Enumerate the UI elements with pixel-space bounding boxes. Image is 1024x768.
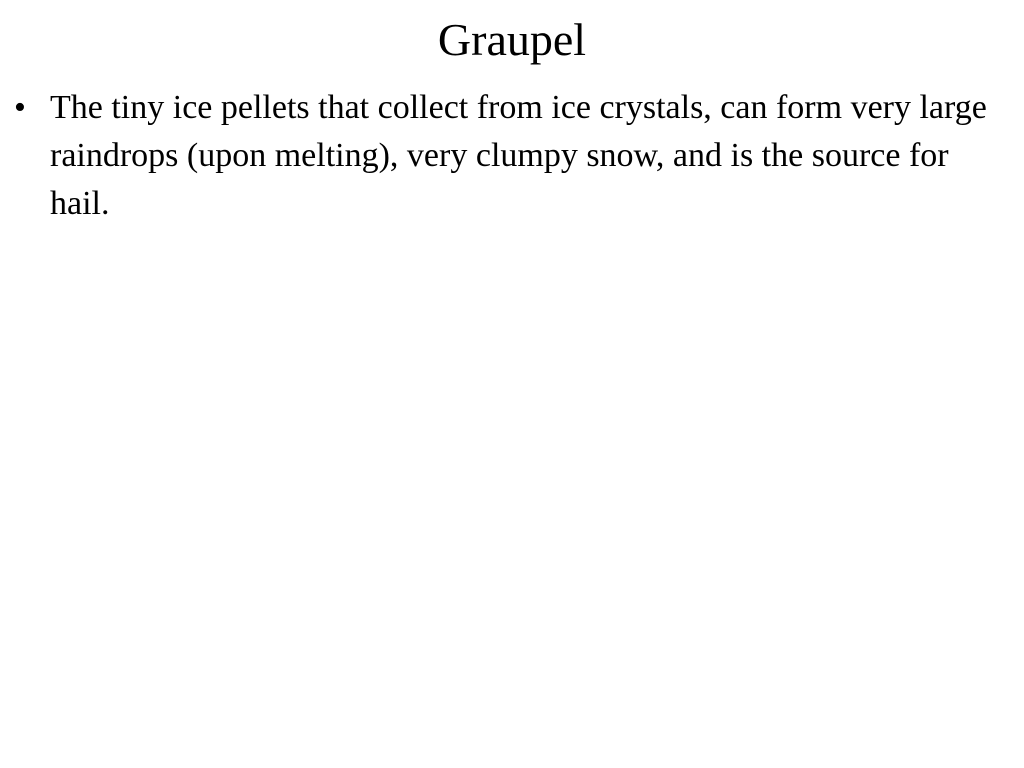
- bullet-list: [14, 84, 1016, 228]
- slide-title: Graupel: [437, 14, 587, 65]
- bullet-dot-icon: •: [14, 89, 26, 126]
- bullet-text: The tiny ice pellets that collect from ice crystals, can form very large raindrops (upon melting), very clumpy snow, and is the source for hail.: [50, 89, 987, 222]
- bullet-item: [14, 84, 1016, 228]
